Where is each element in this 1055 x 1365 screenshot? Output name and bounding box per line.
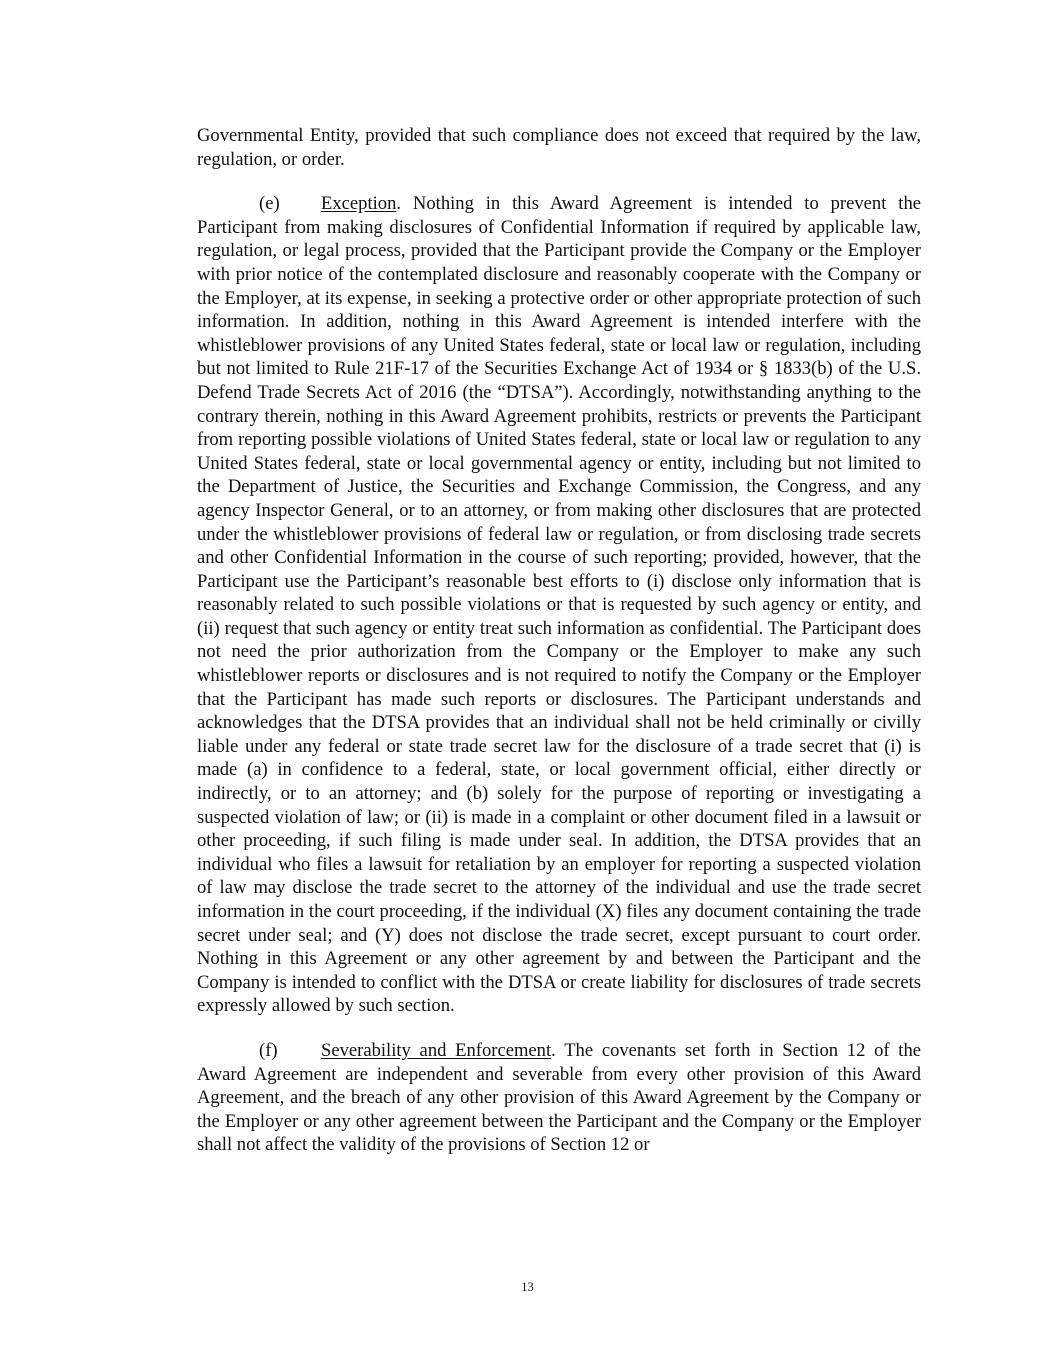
paragraph-text: Nothing in this Award Agreement is intended to prevent the Participant from making disclosures of Confidential Information if required by applicable law, regulation, or legal process, provided that the Participant provide the Company or the Employer with prior notice of the contemplated disclosure and reasonably cooperate with the Company or the Employer, at its expense, in seeking a protective order or other appropriate protection of such information. In addition, nothing in this Award Agreement is intended interfere with the whistleblower provisions of any United States federal, state or local law or regulation, including but not limited to Rule 21F-17 of the Securities Exchange Act of 1934 or § 1833(b) of the U.S. Defend Trade Secrets Act of 2016 (the “DTSA”). Accordingly, notwithstanding anything to the contrary therein, nothing in this Award Agreement prohibits, restricts or prevents the Participant from reporting possible violations of United States federal, state or local law or regulation to any United States federal, state or local governmental agency or entity, including but not limited to the Department of Justice, the Securities and Exchange Commission, the Congress, and any agency Inspector General, or to an attorney, or from making other disclosures that are protected under the whistleblower provisions of federal law or regulation, or from disclosing trade secrets and other Confidential Information in the course of such reporting; provided, however, that the Participant use the Participant’s reasonable best efforts to (i) disclose only information that is reasonably related to such possible violations or that is requested by such agency or entity, and (ii) request that such agency or entity treat such information as confidential. The Participant does not need the prior authorization from the Company or the Employer to make any such whistleblower reports or disclosures and is not required to notify the Company or the Employer that the Participant has made such reports or disclosures. The Participant understands and acknowledges that the DTSA provides that an individual shall not be held criminally or civilly liable under any federal or state trade secret law for the disclosure of a trade secret that (i) is made (a) in confidence to a federal, state, or local government official, either directly or indirectly, or to an attorney; and (b) solely for the purpose of reporting or investigating a suspected violation of law; or (ii) is made in a complaint or other document filed in a lawsuit or other proceeding, if such filing is made under seal. In addition, the DTSA provides that an individual who files a lawsuit for retaliation by an employer for reporting a suspected violation of law may disclose the trade secret to the attorney of the individual and use the trade secret information in the court proceeding, if the individual (X) files any document containing the trade secret under seal; and (Y) does not disclose the trade secret, except pursuant to court order. Nothing in this Agreement or any other agreement by and between the Participant and the Company is intended to conflict with the DTSA or create liability for disclosures of trade secrets expressly allowed by such section.	[197, 193, 921, 1017]
paragraph-continuation	[197, 124, 921, 171]
paragraph-text: Governmental Entity, provided that such compliance does not exceed that required by the law, regulation, or order.	[197, 125, 921, 170]
heading-suffix: .	[551, 1039, 556, 1061]
document-body	[197, 124, 921, 1157]
paragraph-exception	[197, 192, 921, 1018]
section-heading: Exception	[321, 193, 397, 215]
paragraph-severability	[197, 1039, 921, 1157]
page-number: 13	[521, 1280, 534, 1294]
section-heading: Severability and Enforcement	[321, 1039, 552, 1061]
section-marker: (f)	[259, 1039, 278, 1061]
heading-suffix: .	[396, 193, 402, 215]
paragraph-text: The covenants set forth in Section 12 of the Award Agreement are independent and severable from every other provision of this Award Agreement, and the breach of any other provision of this Award Agreement by the Company or the Employer or any other agreement between the Participant and the Company or the Employer shall not affect the validity of the provisions of Section 12 or	[197, 1039, 921, 1156]
section-marker: (e)	[259, 193, 280, 215]
